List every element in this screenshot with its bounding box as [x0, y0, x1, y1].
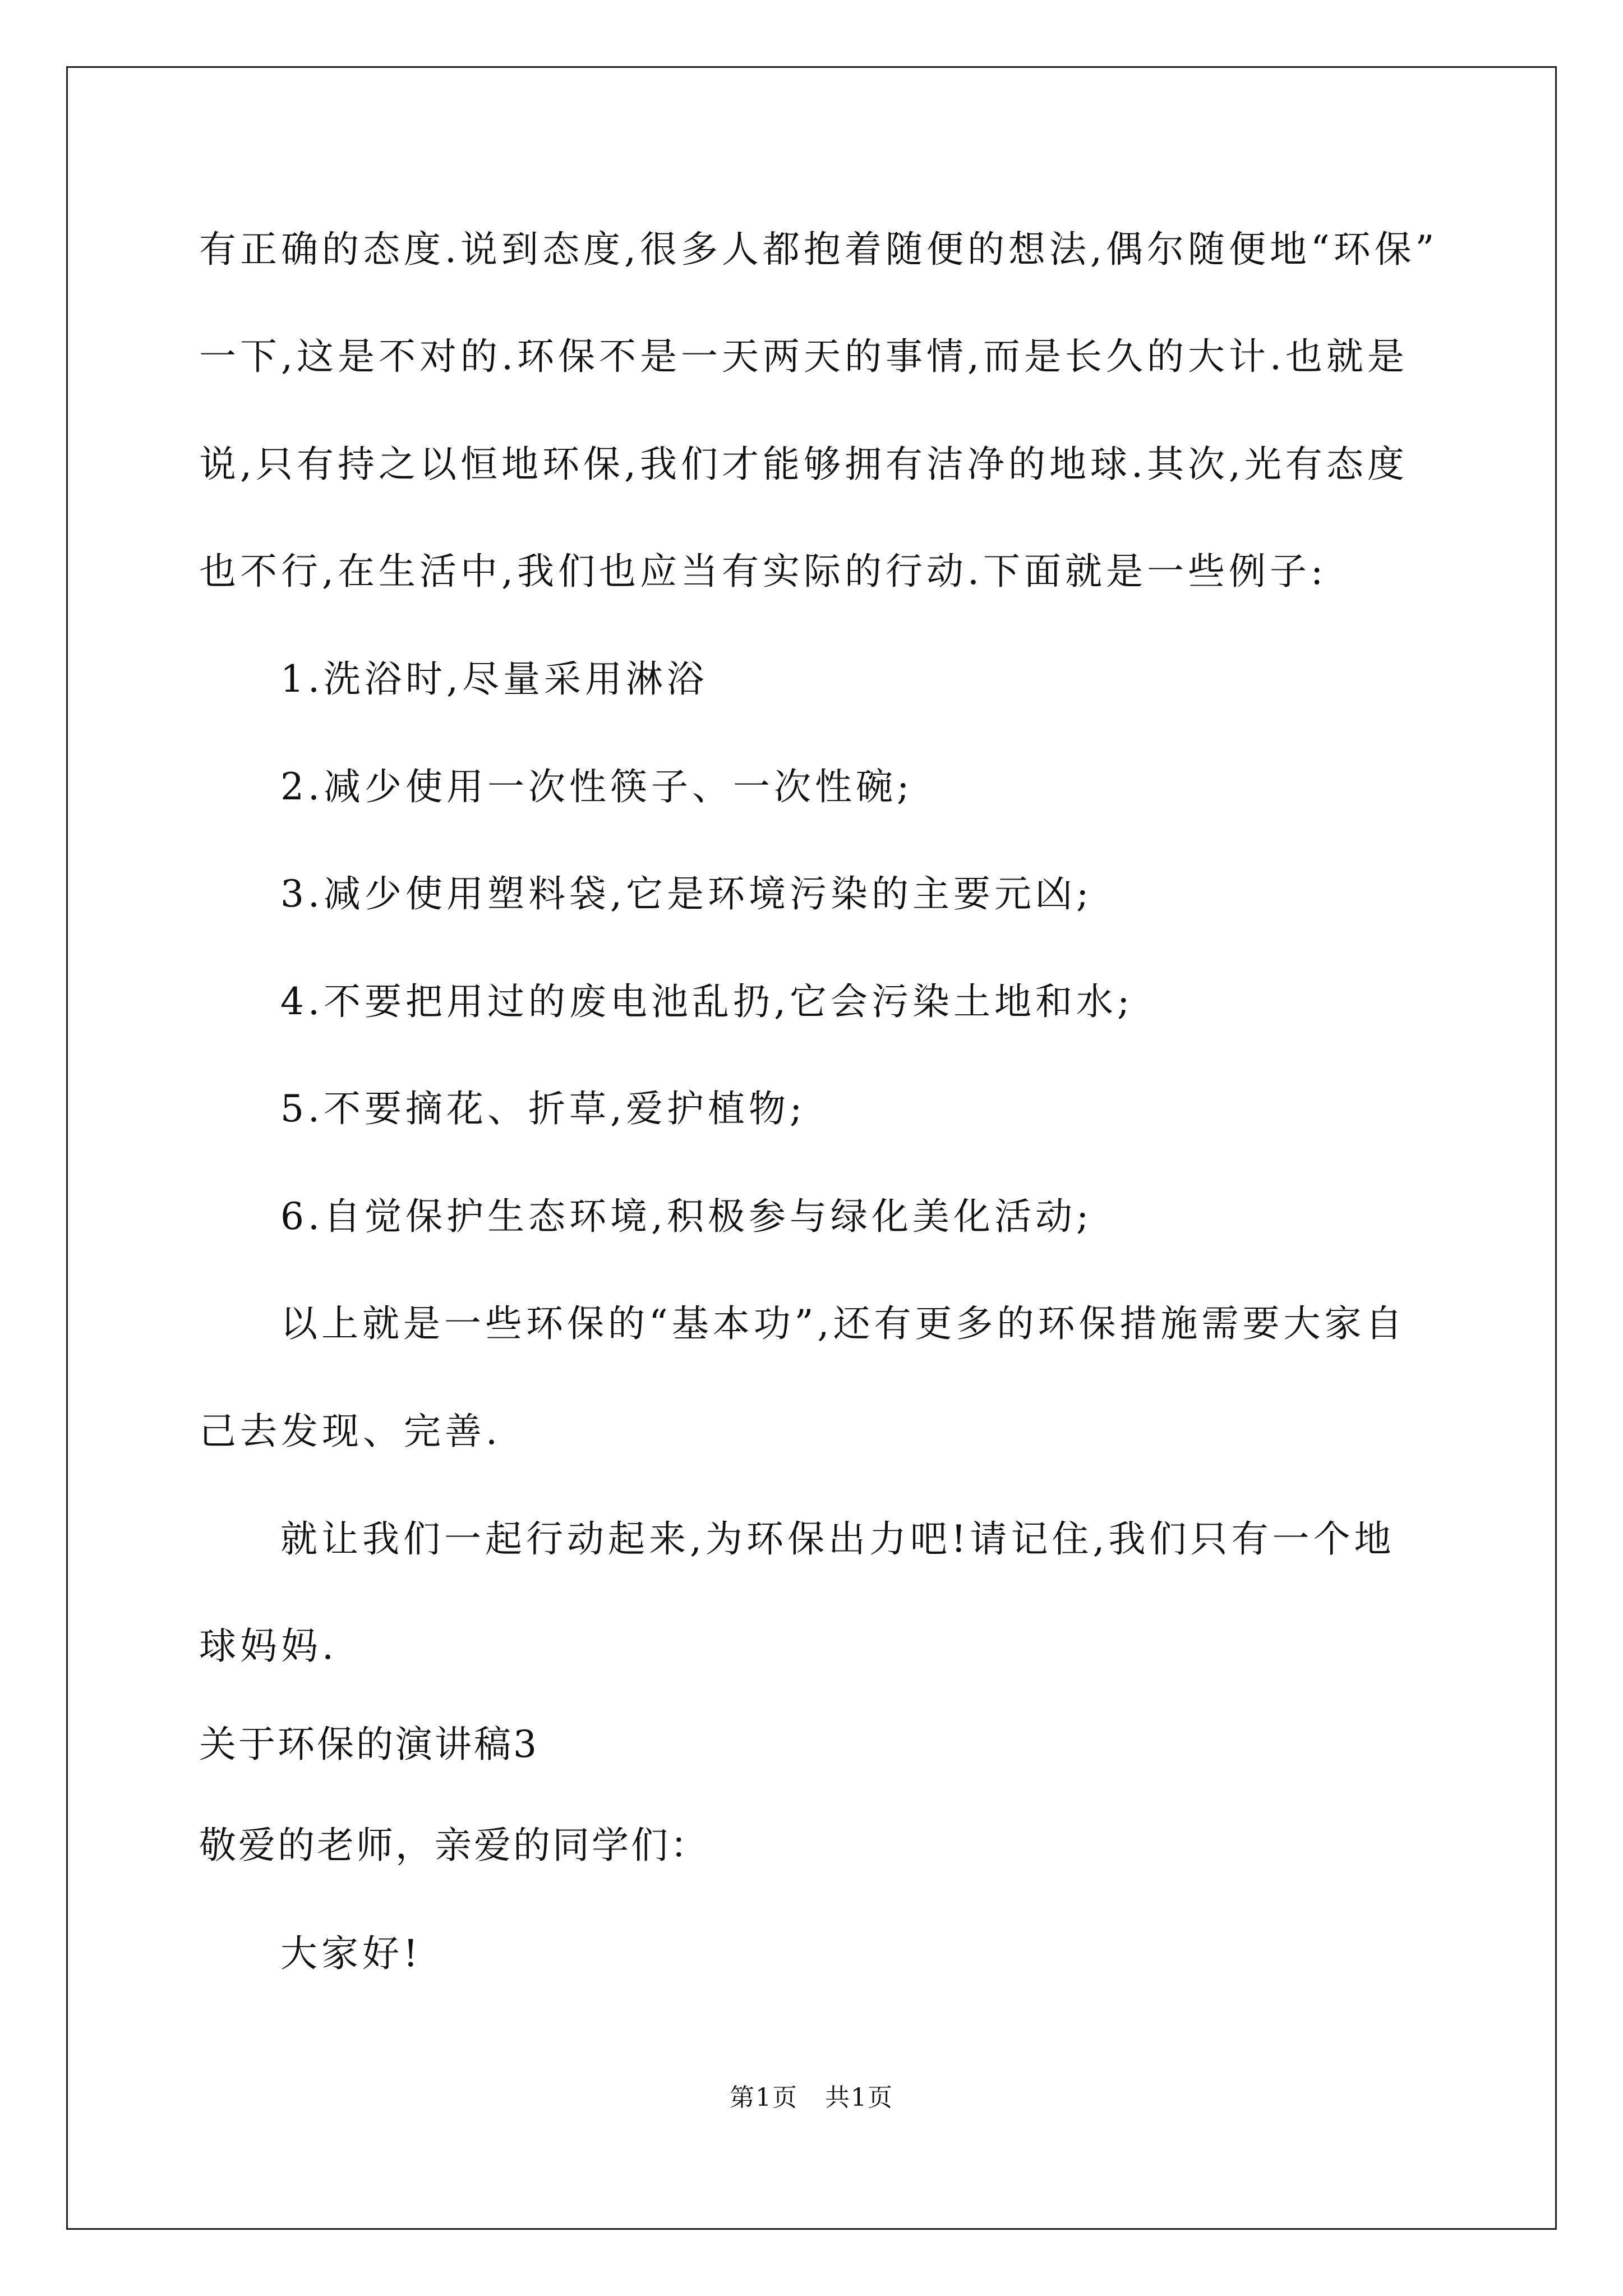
- paragraph-line: 有正确的态度.说到态度,很多人都抱着随便的想法,偶尔随便地“环保”: [199, 228, 1438, 271]
- list-item: 5.不要摘花、折草,爱护植物;: [280, 1087, 806, 1130]
- list-item: 1.洗浴时,尽量采用淋浴: [280, 657, 708, 701]
- page-border: [66, 66, 1557, 2230]
- list-item: 3.减少使用塑料袋,它是环境污染的主要元凶;: [280, 872, 1093, 915]
- paragraph-line: 一下,这是不对的.环保不是一天两天的事情,而是长久的大计.也就是: [199, 335, 1408, 378]
- paragraph-line: 说,只有持之以恒地环保,我们才能够拥有洁净的地球.其次,光有态度: [199, 443, 1408, 486]
- summary-line: 己去发现、完善.: [199, 1410, 501, 1453]
- paragraph-line: 也不行,在生活中,我们也应当有实际的行动.下面就是一些例子:: [199, 550, 1327, 593]
- list-item: 2.减少使用一次性筷子、一次性碗;: [280, 765, 914, 808]
- summary-line: 以上就是一些环保的“基本功”,还有更多的环保措施需要大家自: [280, 1302, 1407, 1345]
- list-item: 4.不要把用过的废电池乱扔,它会污染土地和水;: [280, 980, 1134, 1023]
- list-item: 6.自觉保护生态环境,积极参与绿化美化活动;: [280, 1195, 1093, 1238]
- closing-line: 就让我们一起行动起来,为环保出力吧!请记住,我们只有一个地: [280, 1517, 1395, 1561]
- salutation: 敬爱的老师，亲爱的同学们：: [199, 1824, 709, 1867]
- closing-line: 球妈妈.: [199, 1625, 338, 1668]
- greeting: 大家好!: [280, 1932, 422, 1975]
- page-footer: 第1页 共1页: [730, 2083, 893, 2112]
- section-title: 关于环保的演讲稿3: [199, 1723, 539, 1766]
